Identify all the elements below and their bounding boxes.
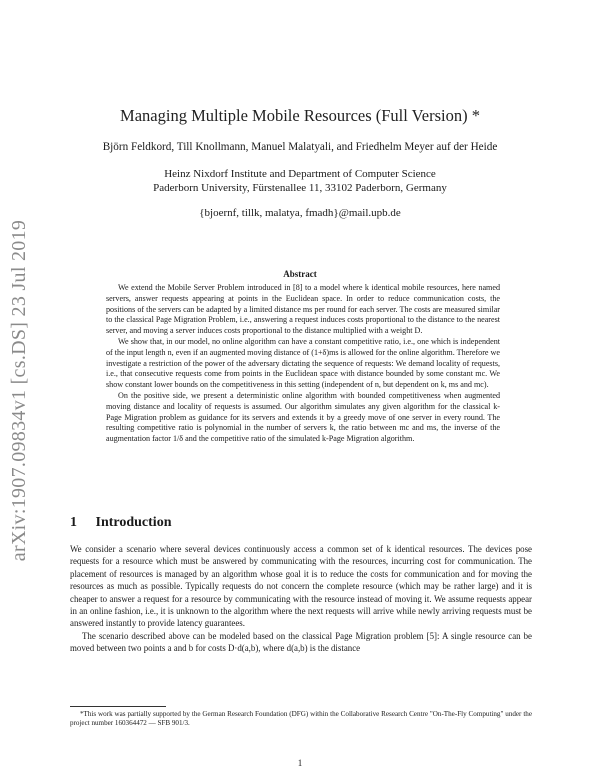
paper-title: Managing Multiple Mobile Resources (Full Version) * — [120, 106, 480, 125]
author-emails: {bjoernf, tillk, malatya, fmadh}@mail.upb.de — [199, 207, 401, 219]
affiliation-line-1: Heinz Nixdorf Institute and Department of Computer Science — [164, 168, 436, 180]
introduction-paragraph-1: We consider a scenario where several devices continuously access a common set of k identical resources. The devices pose requests for a resource which must be answered by communicating with the resources, incurring cost for communication. The placement of resources is managed by an algorithm whose goal it is to reduce the costs for communication and for moving the resources as much as possible. Typically requests do not concern the complete resource (which may be rather large) and it is cheaper to answer a request for a resource by communicating with the resource instead of moving it. We assume requests appear in an online fashion, i.e., it is unknown to the algorithm where the next requests will arrive while newly arriving requests must be answered instantly to provide latency guarantees. — [70, 544, 532, 629]
footnote — [70, 710, 532, 728]
page-number: 1 — [297, 758, 303, 768]
section-title: Introduction — [95, 515, 172, 530]
introduction-paragraph-2: The scenario described above can be modeled based on the classical Page Migration problem [5]: A single resource can be moved between two points a and b for costs D·d(a,b), where d(a,b) is the distance — [70, 630, 532, 654]
arxiv-watermark — [6, 200, 34, 580]
footnote-divider — [70, 706, 166, 707]
section-number: 1 — [70, 515, 77, 530]
abstract-body — [106, 283, 500, 445]
footnote-text: *This work was partially supported by the German Research Foundation (DFG) within the Collaborative Research Centre "On-The-Fly Computing" under the project number 160364472 — SFB 901/3. — [70, 710, 532, 728]
abstract-paragraph-3: On the positive side, we present a deterministic online algorithm with bounded competitiveness when augmented moving distance and locality of requests is assumed. Our algorithm simulates any given algorithm for the classical k-Page Migration problem as guidance for its servers and extends it by a greedy move of one server in every round. The resulting competitive ratio is polynomial in the number of servers k, the ratio between mc and ms, the inverse of the augmentation factor 1/δ and the competitive ratio of the simulated k-Page Migration algorithm. — [106, 390, 500, 444]
affiliation-line-2: Paderborn University, Fürstenallee 11, 33102 Paderborn, Germany — [153, 182, 447, 194]
abstract-paragraph-1: We extend the Mobile Server Problem introduced in [8] to a model where k identical mobile resources, here named servers, answer requests appearing at points in the Euclidean space. In order to reduce communication costs, the positions of the servers can be adapted by a limited distance ms per round for each server. The costs are measured similar to the classical Page Migration Problem, i.e., answering a request induces costs proportional to the distance to the nearest server, and moving a server induces costs proportional to the distance multiplied with a weight D. — [106, 283, 500, 336]
author-list: Björn Feldkord, Till Knollmann, Manuel Malatyali, and Friedhelm Meyer auf der Heide — [102, 141, 498, 153]
section-heading-introduction — [70, 515, 171, 531]
abstract-heading: Abstract — [283, 269, 317, 279]
arxiv-id: arXiv:1907.09834v1 [cs.DS] 23 Jul 2019 — [8, 219, 31, 561]
affiliation — [60, 167, 540, 195]
introduction-body — [70, 543, 532, 655]
abstract-paragraph-2: We show that, in our model, no online algorithm can have a constant competitive ratio, i.e., one which is independent of the input length n, even if an augmented moving distance of (1+δ)ms is allowed for the online algorithm. Therefore we investigate a restriction of the power of the adversary dictating the sequence of requests: We demand locality of requests, i.e., that consecutive requests come from points in the Euclidean space with distance bounded by some constant mc. We show constant lower bounds on the competitiveness in this setting (independent of n, but dependent on k, ms and mc). — [106, 336, 500, 390]
